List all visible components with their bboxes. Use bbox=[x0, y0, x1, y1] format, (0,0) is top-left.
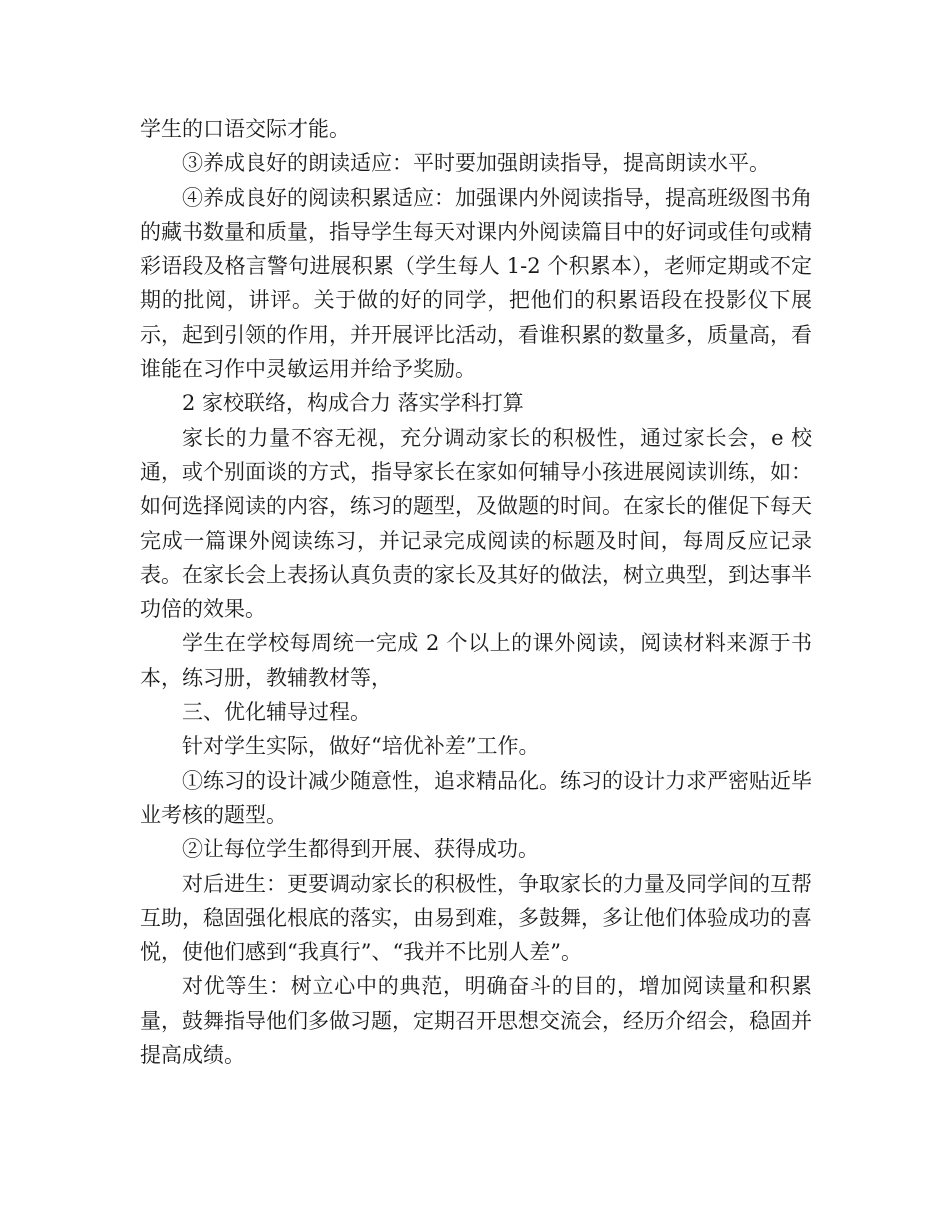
section-heading-home-school: 2 家校联络，构成合力 落实学科打算 bbox=[182, 391, 524, 416]
paragraph-parents: 家长的力量不容无视，充分调动家长的积极性，通过家长会，e 校通，或个别面谈的方式，指导家长在家如何辅导小孩进展阅读训练，如：如何选择阅读的内容，练习的题型，及做题的时间。在家长的催促下每天完成一篇课外阅读练习，并记录完成阅读的标题及时间，每周反应记录表。在家长会上表扬认真负责的家长及其好的做法，树立典型，到达事半功倍的效果。 bbox=[140, 425, 812, 622]
paragraph-struggling-students: 对后进生：更要调动家长的积极性，争取家长的力量及同学间的互帮互助，稳固强化根底的落实，由易到难，多鼓舞，多让他们体验成功的喜悦，使他们感到“我真行”、“我并不比别人差”。 bbox=[140, 871, 812, 965]
section-heading-optimize: 三、优化辅导过程。 bbox=[182, 700, 371, 725]
paragraph-every-student: ②让每位学生都得到开展、获得成功。 bbox=[182, 837, 539, 862]
paragraph-top-students: 对优等生：树立心中的典范，明确奋斗的目的，增加阅读量和积累量，鼓舞指导他们多做习题，定期召开思想交流会，经历介绍会，稳固并提高成绩。 bbox=[140, 974, 812, 1068]
document-body bbox=[140, 112, 812, 1072]
paragraph-exercise-design: ①练习的设计减少随意性，追求精品化。练习的设计力求严密贴近毕业考核的题型。 bbox=[140, 768, 812, 827]
paragraph-continuation: 学生的口语交际才能。 bbox=[140, 117, 350, 141]
paragraph-weekly-reading: 学生在学校每周统一完成 2 个以上的课外阅读，阅读材料来源于书本，练习册，教辅教材等， bbox=[140, 631, 812, 690]
paragraph-reading-habit: ③养成良好的朗读适应：平时要加强朗读指导，提高朗读水平。 bbox=[182, 151, 770, 176]
paragraph-targeting: 针对学生实际，做好“培优补差”工作。 bbox=[182, 734, 540, 759]
paragraph-accumulation-habit: ④养成良好的阅读积累适应：加强课内外阅读指导，提高班级图书角的藏书数量和质量，指导学生每天对课内外阅读篇目中的好词或佳句或精彩语段及格言警句进展积累（学生每人 1-2 个积累本），老师定期或不定期的批阅，讲评。关于做的好的同学，把他们的积累语段在投影仪下展示，起到引领的作用，并开展评比活动，看谁积累的数量多，质量高，看谁能在习作中灵敏运用并给予奖励。 bbox=[140, 185, 812, 382]
